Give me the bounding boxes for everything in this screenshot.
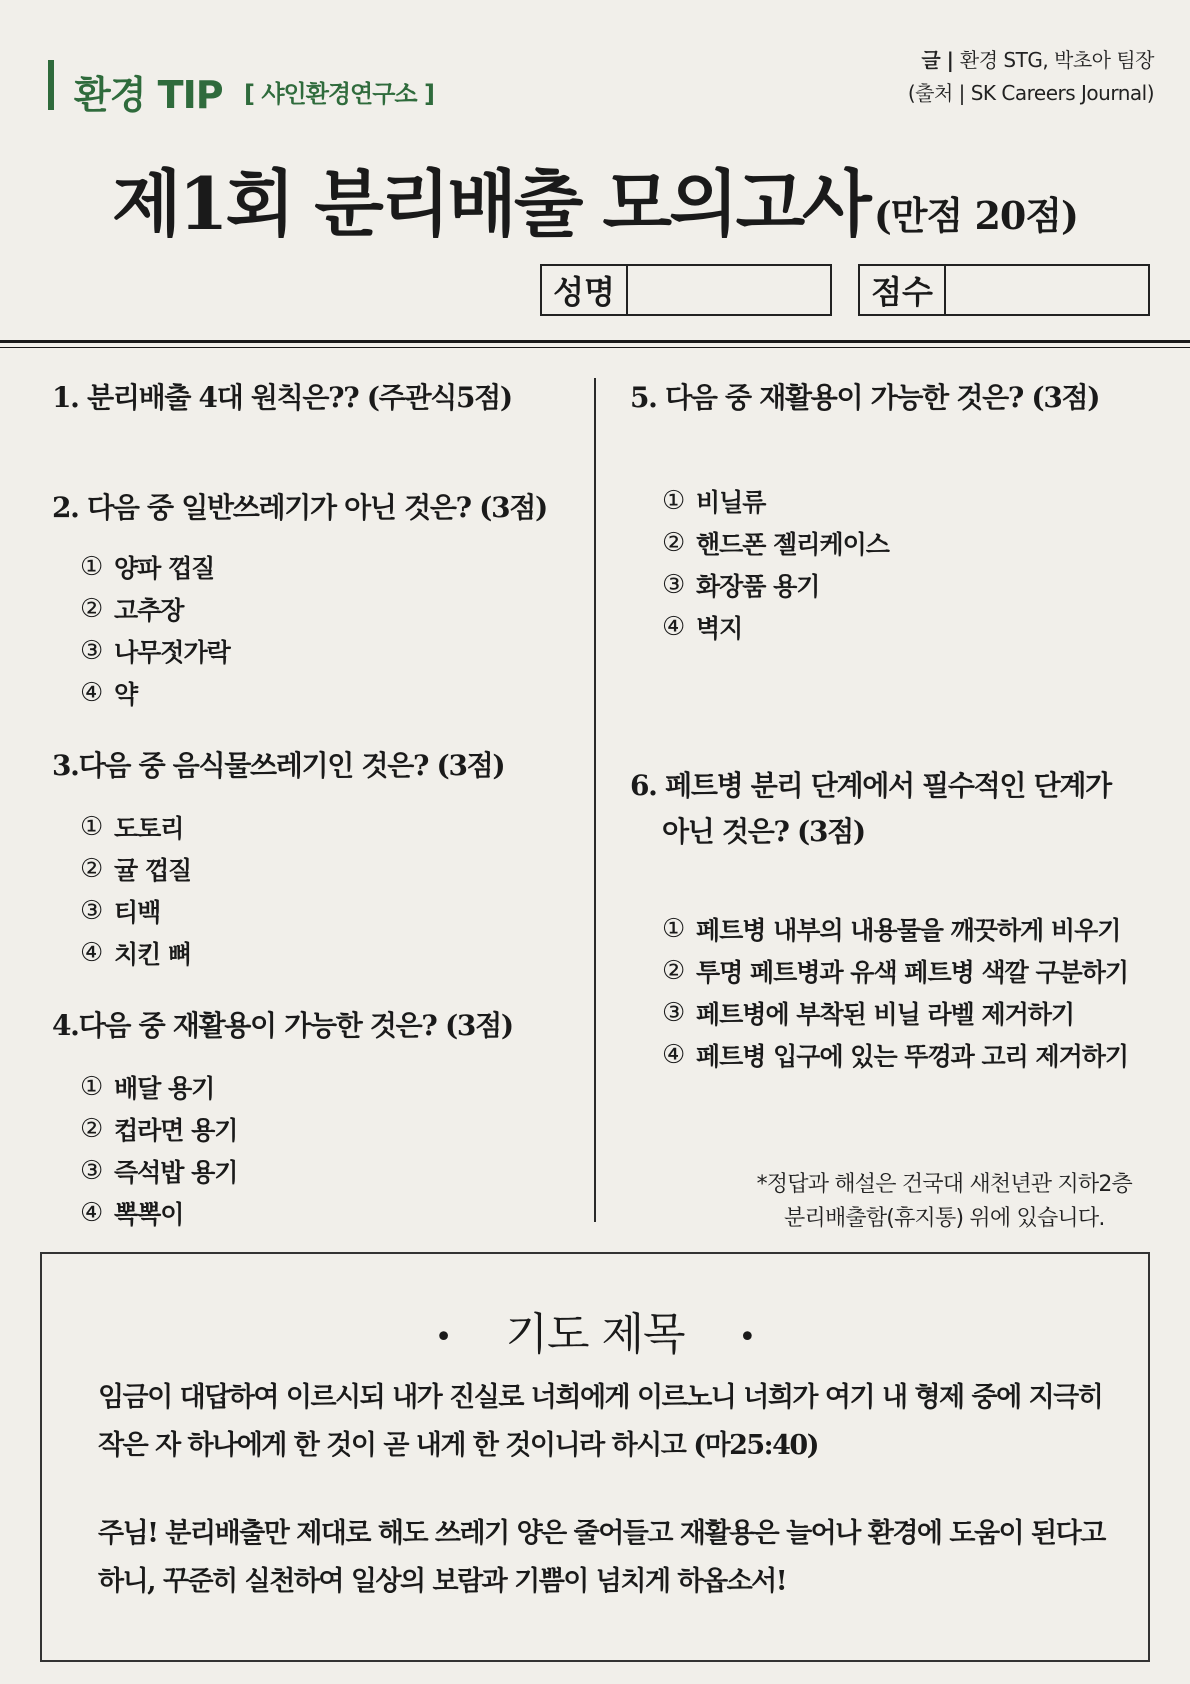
option[interactable] — [80, 1108, 237, 1150]
option[interactable] — [662, 606, 889, 648]
option-label: 치킨 뼈 — [114, 940, 192, 969]
divider-thin — [0, 347, 1190, 348]
option[interactable] — [80, 546, 230, 588]
option[interactable] — [662, 564, 889, 606]
prayer-title — [42, 1298, 1148, 1362]
option-number: ① — [662, 486, 685, 516]
option[interactable] — [662, 522, 889, 564]
option-label: 페트병 입구에 있는 뚜껑과 고리 제거하기 — [696, 1042, 1129, 1071]
question-5-options — [662, 480, 889, 648]
question-2: 2. 다음 중 일반쓰레기가 아닌 것은? (3점) — [52, 491, 547, 524]
option-label: 투명 페트병과 유색 페트병 색깔 구분하기 — [696, 958, 1129, 987]
option-label: 배달 용기 — [114, 1074, 215, 1103]
byline-author: 환경 STG, 박초아 팀장 — [959, 48, 1154, 72]
bullet-icon: • — [434, 1319, 452, 1355]
question-5: 5. 다음 중 재활용이 가능한 것은? (3점) — [630, 381, 1100, 414]
option-label: 즉석밥 용기 — [114, 1158, 238, 1187]
option-number: ③ — [80, 896, 103, 926]
score-box — [858, 264, 1150, 316]
question-1: 1. 분리배출 4대 원칙은?? (주관식5점) — [52, 381, 512, 414]
option[interactable] — [80, 890, 191, 932]
divider-thick — [0, 340, 1190, 343]
prayer-text-line2: 하니, 꾸준히 실천하여 일상의 보람과 기쁨이 넘치게 하옵소서! — [98, 1566, 787, 1597]
option[interactable] — [80, 1150, 237, 1192]
option[interactable] — [80, 672, 230, 714]
option-label: 약 — [114, 680, 138, 709]
option[interactable] — [80, 1066, 237, 1108]
option-number: ④ — [80, 678, 103, 708]
bullet-icon: • — [738, 1319, 756, 1355]
score-field[interactable] — [946, 266, 1148, 314]
option-number: ③ — [662, 998, 685, 1028]
name-label: 성명 — [542, 266, 628, 314]
option-number: ④ — [662, 612, 685, 642]
page-title — [0, 146, 1190, 250]
byline-label: 글 — [921, 48, 941, 72]
option-number: ② — [80, 594, 103, 624]
question-4-options — [80, 1066, 237, 1234]
option[interactable] — [80, 848, 191, 890]
option-label: 벽지 — [696, 614, 743, 643]
section-tag: 환경 TIP — [74, 73, 223, 117]
option-number: ② — [80, 1114, 103, 1144]
option-number: ① — [80, 812, 103, 842]
option-label: 페트병에 부착된 비닐 라벨 제거하기 — [696, 1000, 1075, 1029]
option-label: 화장품 용기 — [696, 572, 820, 601]
score-label: 점수 — [860, 266, 946, 314]
option[interactable] — [662, 1034, 1128, 1076]
bible-verse-line2: 작은 자 하나에게 한 것이 곧 내게 한 것이니라 하시고 (마25:40) — [98, 1430, 818, 1461]
option[interactable] — [662, 950, 1128, 992]
section-source-tag: [ 샤인환경연구소 ] — [244, 80, 434, 108]
question-6 — [630, 764, 1111, 850]
option-number: ④ — [662, 1040, 685, 1070]
prayer-text — [98, 1510, 1108, 1606]
option[interactable] — [80, 932, 191, 974]
question-3-options — [80, 806, 191, 974]
option-number: ② — [662, 956, 685, 986]
answer-note — [757, 1168, 1132, 1236]
option-number: ③ — [80, 1156, 103, 1186]
name-field[interactable] — [628, 266, 830, 314]
column-divider — [594, 378, 596, 1222]
option-number: ② — [662, 528, 685, 558]
option[interactable] — [80, 1192, 237, 1234]
option-label: 컵라면 용기 — [114, 1116, 238, 1145]
option-label: 비닐류 — [696, 488, 766, 517]
option[interactable] — [80, 588, 230, 630]
option[interactable] — [662, 908, 1128, 950]
option[interactable] — [662, 992, 1128, 1034]
byline — [908, 44, 1154, 110]
option-label: 티백 — [114, 898, 161, 927]
option-number: ① — [80, 552, 103, 582]
author-line — [908, 44, 1154, 77]
bible-verse-line1: 임금이 대답하여 이르시되 내가 진실로 너희에게 이르노니 너희가 여기 내 형제 중에 지극히 — [98, 1382, 1103, 1413]
title-main: 제1회 분리배출 모의고사 — [111, 161, 869, 246]
source-line: (출처 | SK Careers Journal) — [907, 81, 1154, 105]
bible-verse — [98, 1374, 1108, 1470]
option-number: ① — [80, 1072, 103, 1102]
option-number: ③ — [80, 636, 103, 666]
option-number: ③ — [662, 570, 685, 600]
option[interactable] — [80, 630, 230, 672]
option[interactable] — [80, 806, 191, 848]
option-number: ① — [662, 914, 685, 944]
option-label: 고추장 — [114, 596, 184, 625]
option-label: 페트병 내부의 내용물을 깨끗하게 비우기 — [696, 916, 1121, 945]
title-sub: (만점 20점) — [873, 193, 1079, 238]
option-label: 뽁뽁이 — [114, 1200, 184, 1229]
question-6-line2: 아닌 것은? (3점) — [662, 815, 865, 848]
prayer-box — [40, 1252, 1150, 1662]
option-label: 도토리 — [114, 814, 184, 843]
answer-note-line1: *정답과 해설은 건국대 새천년관 지하2층 — [756, 1172, 1132, 1197]
question-2-options — [80, 546, 230, 714]
name-box — [540, 264, 832, 316]
option-number: ④ — [80, 938, 103, 968]
byline-separator: | — [940, 48, 960, 72]
option-label: 나무젓가락 — [114, 638, 230, 667]
option[interactable] — [662, 480, 889, 522]
prayer-text-line1: 주님! 분리배출만 제대로 해도 쓰레기 양은 줄어들고 재활용은 늘어나 환경에 도움이 된다고 — [98, 1518, 1105, 1549]
question-3: 3.다음 중 음식물쓰레기인 것은? (3점) — [52, 749, 505, 782]
question-6-options — [662, 908, 1128, 1076]
option-label: 양파 껍질 — [114, 554, 215, 583]
option-label: 핸드폰 젤리케이스 — [696, 530, 889, 559]
accent-bar — [48, 60, 54, 110]
option-label: 귤 껍질 — [114, 856, 192, 885]
question-4: 4.다음 중 재활용이 가능한 것은? (3점) — [52, 1009, 513, 1042]
option-number: ② — [80, 854, 103, 884]
prayer-title-text: 기도 제목 — [505, 1309, 685, 1360]
answer-note-line2: 분리배출함(휴지통) 위에 있습니다. — [784, 1206, 1105, 1231]
question-6-line1: 6. 페트병 분리 단계에서 필수적인 단계가 — [630, 769, 1111, 802]
option-number: ④ — [80, 1198, 103, 1228]
